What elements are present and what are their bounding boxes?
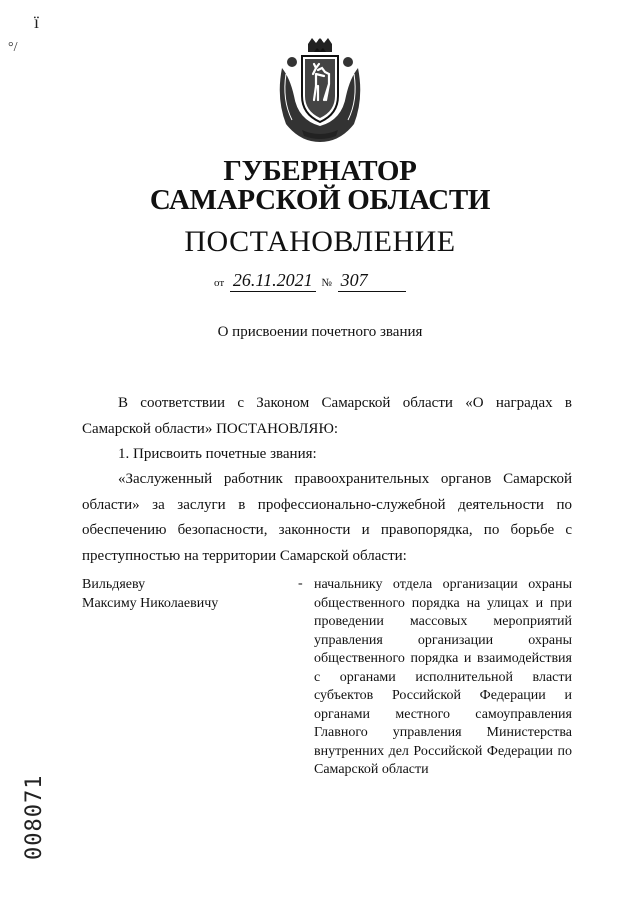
samara-coat-of-arms-icon: [272, 38, 368, 144]
authority-title-line2: САМАРСКОЙ ОБЛАСТИ: [149, 184, 491, 216]
item-1-paragraph: 1. Присвоить почетные звания:: [118, 446, 317, 462]
handwritten-date: 26.11.2021: [230, 270, 316, 292]
awardee-given-names: Максиму Николаевичу: [82, 595, 219, 611]
award-title-paragraph: «Заслуженный работник правоохранительных органов Самарской области» за заслуги в профессионально-служебной деятельности по обеспечению безопасности, законности и правопорядка, по борьбе с преступностью на территории Самарской области:: [82, 471, 572, 564]
document-serial-number: 008071: [22, 774, 47, 860]
awardee-dash: -: [298, 576, 303, 591]
awardee-surname: Вильдяеву: [82, 577, 146, 592]
handwritten-number: 307: [338, 270, 406, 292]
document-type: ПОСТАНОВЛЕНИЕ: [184, 225, 456, 258]
awardee-name: [82, 576, 282, 613]
date-number-line: [214, 270, 409, 292]
date-from-label: от: [214, 277, 225, 289]
preamble-paragraph: В соответствии с Законом Самарской области «О наградах в Самарской области» ПОСТАНОВЛЯЮ:: [82, 395, 572, 437]
authority-title-line1: ГУБЕРНАТОР: [223, 155, 417, 187]
corner-mark: ï: [34, 12, 40, 32]
document-subject: О присвоении почетного звания: [217, 324, 423, 340]
awardee-position: начальнику отдела организации охраны общественного порядка на улицах и при проведении массовых мероприятий управления организации охраны общественного порядка и взаимодействия с органами исполнительной власти субъектов Российской Федерации и органами местного самоуправления Главного управления Министерства внутренних дел Российской Федерации по Самарской области: [314, 577, 572, 777]
handwritten-mark: °/: [8, 40, 18, 55]
number-label: №: [321, 277, 332, 289]
